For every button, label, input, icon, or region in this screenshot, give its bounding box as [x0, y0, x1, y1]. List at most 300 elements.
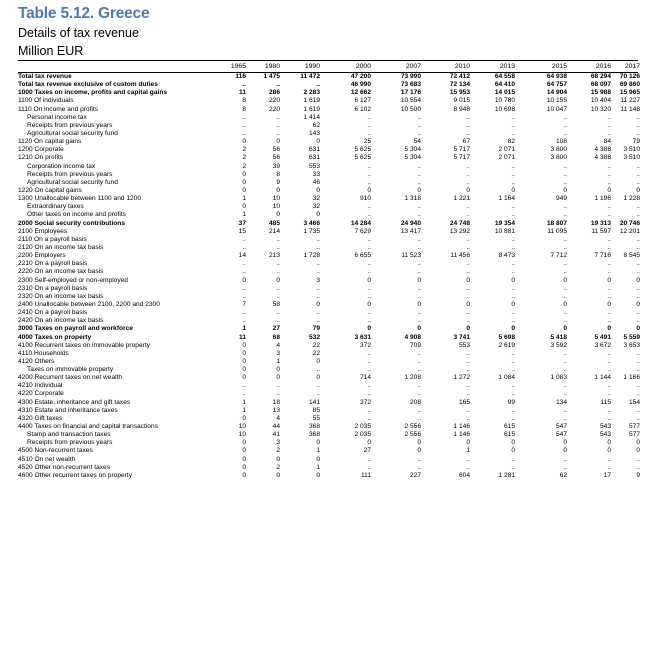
table-cell: ..	[367, 309, 371, 317]
table-cell: 0	[242, 203, 246, 211]
table-cell: ..	[242, 113, 246, 121]
table-cell: 577	[628, 431, 640, 439]
row-label: 4400 Taxes on financial and capital transactions	[18, 423, 158, 431]
table-cell: 68	[272, 333, 280, 341]
table-cell: ..	[466, 317, 470, 325]
table-cell: 3	[276, 439, 280, 447]
row-label: 4510 On net wealth	[18, 455, 76, 463]
table-cell: ..	[276, 81, 280, 89]
row-label: 1300 Unallocable between 1100 and 1200	[18, 195, 142, 203]
table-cell: ..	[417, 463, 421, 471]
table-cell: 2	[242, 146, 246, 154]
table-cell: 0	[511, 439, 515, 447]
table-cell: ..	[636, 178, 640, 186]
table-cell: 116	[235, 73, 246, 80]
table-cell: 13 292	[449, 227, 470, 235]
table-cell: ..	[316, 309, 320, 317]
table-cell: 0	[316, 300, 320, 308]
table-cell: 0	[511, 447, 515, 455]
table-cell: ..	[511, 414, 515, 422]
row-label: Receipts from previous years	[27, 121, 113, 129]
table-cell: ..	[367, 357, 371, 365]
table-cell: ..	[367, 317, 371, 325]
table-cell: 1 619	[303, 97, 320, 105]
table-cell: ..	[511, 390, 515, 398]
table-cell: 0	[417, 325, 421, 333]
table-cell: 543	[599, 423, 611, 431]
table-cell: 67	[462, 138, 470, 146]
table-cell: 2	[242, 162, 246, 170]
table-cell: 1 414	[303, 113, 320, 121]
table-cell: ..	[563, 455, 567, 463]
table-cell: 17	[603, 471, 611, 479]
table-cell: 1 144	[594, 374, 611, 382]
table-cell: 10 698	[494, 105, 515, 113]
table-cell: ..	[242, 121, 246, 129]
table-row	[18, 106, 638, 114]
table-cell: 8 545	[623, 252, 640, 260]
table-cell: ..	[417, 121, 421, 129]
table-cell: ..	[466, 113, 470, 121]
table-cell: 1 208	[404, 374, 421, 382]
table-cell: 2	[276, 463, 280, 471]
table-cell: 4	[276, 341, 280, 349]
table-cell: ..	[417, 170, 421, 178]
table-row	[18, 358, 638, 366]
table-cell: 39	[272, 162, 280, 170]
table-cell: ..	[367, 463, 371, 471]
table-header-row	[18, 60, 638, 73]
table-cell: 4	[276, 414, 280, 422]
table-row	[18, 211, 638, 219]
table-cell: 22	[312, 349, 320, 357]
table-cell: ..	[563, 390, 567, 398]
row-label: 2210 On a payroll basis	[18, 260, 88, 268]
table-cell: ..	[276, 113, 280, 121]
table-cell: ..	[636, 129, 640, 137]
table-cell: 0	[276, 211, 280, 219]
table-cell: ..	[417, 366, 421, 374]
column-header: 2000	[355, 63, 371, 70]
table-cell: 0	[417, 447, 421, 455]
row-label: Total tax revenue exclusive of custom duties	[18, 81, 158, 89]
table-row	[18, 89, 638, 97]
table-cell: 0	[466, 325, 470, 333]
table-cell: ..	[276, 243, 280, 251]
row-label: 2220 On an income tax basis	[18, 268, 104, 276]
table-cell: ..	[636, 292, 640, 300]
table-cell: 0	[563, 186, 567, 194]
table-cell: ..	[607, 284, 611, 292]
table-cell: ..	[466, 162, 470, 170]
table-cell: 24 940	[400, 219, 421, 227]
table-cell: 553	[458, 341, 470, 349]
table-cell: ..	[466, 357, 470, 365]
table-cell: ..	[316, 81, 320, 89]
row-label: 2410 On a payroll basis	[18, 309, 88, 317]
table-cell: 0	[511, 325, 515, 333]
table-cell: 7 716	[594, 252, 611, 260]
table-cell: ..	[563, 260, 567, 268]
table-cell: 13	[272, 406, 280, 414]
row-label: Agricultural social security fund	[27, 178, 118, 186]
table-cell: 18 807	[546, 219, 567, 227]
table-cell: ..	[367, 382, 371, 390]
column-header: 2010	[454, 63, 470, 70]
row-label: 4300 Estate, inheritance and gift taxes	[18, 398, 131, 406]
table-cell: 58	[272, 300, 280, 308]
table-cell: ..	[316, 292, 320, 300]
table-cell: 73 683	[400, 81, 421, 89]
table-cell: 165	[458, 398, 470, 406]
table-cell: ..	[276, 129, 280, 137]
table-cell: ..	[316, 382, 320, 390]
table-row	[18, 439, 638, 447]
table-cell: ..	[607, 129, 611, 137]
table-cell: 532	[308, 333, 320, 341]
table-cell: ..	[636, 268, 640, 276]
table-cell: 5 304	[404, 146, 421, 154]
table-cell: 62	[312, 121, 320, 129]
table-row	[18, 317, 638, 325]
table-cell: ..	[276, 260, 280, 268]
table-cell: 372	[359, 398, 371, 406]
table-cell: ..	[466, 170, 470, 178]
table-cell: ..	[563, 349, 567, 357]
table-cell: ..	[276, 268, 280, 276]
table-cell: ..	[242, 390, 246, 398]
table-cell: 372	[359, 341, 371, 349]
table-cell: 64 410	[494, 81, 515, 89]
table-cell: 0	[466, 300, 470, 308]
table-cell: 5 304	[404, 154, 421, 162]
table-cell: 0	[466, 186, 470, 194]
table-cell: 0	[367, 325, 371, 333]
table-cell: 7	[242, 300, 246, 308]
table-cell: 82	[507, 138, 515, 146]
table-cell: 0	[636, 447, 640, 455]
row-label: 2200 Employers	[18, 252, 66, 260]
row-label: 1210 On profits	[18, 154, 64, 162]
table-cell: 0	[242, 276, 246, 284]
table-cell: 0	[607, 186, 611, 194]
row-label: 2120 On an income tax basis	[18, 243, 104, 251]
table-cell: 154	[628, 398, 640, 406]
table-cell: ..	[607, 317, 611, 325]
table-cell: ..	[466, 121, 470, 129]
row-label: 4600 Other recurrent taxes on property	[18, 471, 132, 479]
row-label: 2300 Self-employed or non-employed	[18, 276, 128, 284]
table-cell: ..	[466, 309, 470, 317]
table-row	[18, 244, 638, 252]
table-cell: 8	[242, 105, 246, 113]
table-cell: ..	[607, 162, 611, 170]
table-cell: 0	[607, 439, 611, 447]
row-label: Corporation income tax	[27, 162, 96, 170]
row-label: 2000 Social security contributions	[18, 219, 126, 227]
table-cell: 84	[603, 138, 611, 146]
row-label: 1220 On capital gains	[18, 186, 82, 194]
table-cell: ..	[636, 284, 640, 292]
table-row	[18, 366, 638, 374]
row-label: 4220 Corporate	[18, 390, 64, 398]
table-cell: 0	[636, 439, 640, 447]
table-cell: ..	[511, 284, 515, 292]
table-cell: 0	[242, 455, 246, 463]
table-cell: ..	[636, 366, 640, 374]
table-cell: ..	[276, 309, 280, 317]
table-cell: 3 510	[623, 154, 640, 162]
table-cell: 910	[359, 195, 371, 203]
row-label: Receipts from previous years	[27, 439, 113, 447]
table-cell: ..	[511, 235, 515, 243]
table-cell: 8	[276, 170, 280, 178]
table-cell: ..	[511, 129, 515, 137]
table-cell: 10	[272, 203, 280, 211]
table-cell: ..	[417, 129, 421, 137]
table-cell: 0	[316, 211, 320, 219]
table-row	[18, 382, 638, 390]
table-cell: 1	[242, 211, 246, 219]
table-row	[18, 334, 638, 342]
table-cell: 10 404	[590, 97, 611, 105]
table-cell: ..	[417, 349, 421, 357]
table-cell: 1 221	[453, 195, 470, 203]
table-row	[18, 154, 638, 162]
table-cell: 286	[268, 89, 280, 97]
table-cell: ..	[417, 268, 421, 276]
table-cell: ..	[511, 309, 515, 317]
table-cell: 1	[466, 447, 470, 455]
table-cell: ..	[417, 178, 421, 186]
table-cell: 1 083	[550, 374, 567, 382]
table-cell: 0	[417, 300, 421, 308]
table-cell: 5 491	[594, 333, 611, 341]
table-cell: 2 556	[404, 431, 421, 439]
table-cell: ..	[466, 129, 470, 137]
table-cell: ..	[242, 382, 246, 390]
table-cell: ..	[607, 366, 611, 374]
table-cell: ..	[636, 170, 640, 178]
table-cell: ..	[511, 382, 515, 390]
table-cell: ..	[316, 317, 320, 325]
table-cell: 214	[268, 227, 280, 235]
table-cell: 1	[316, 447, 320, 455]
table-cell: 3	[316, 276, 320, 284]
table-cell: 0	[636, 186, 640, 194]
table-cell: ..	[563, 178, 567, 186]
table-cell: ..	[367, 390, 371, 398]
table-cell: 220	[268, 105, 280, 113]
table-cell: ..	[367, 170, 371, 178]
table-cell: ..	[563, 317, 567, 325]
table-unit: Million EUR	[18, 44, 84, 58]
table-cell: 1	[242, 325, 246, 333]
table-cell: ..	[242, 260, 246, 268]
table-cell: 3 741	[453, 333, 470, 341]
table-cell: ..	[417, 260, 421, 268]
table-cell: 0	[367, 439, 371, 447]
table-cell: ..	[276, 317, 280, 325]
table-cell: 7 712	[550, 252, 567, 260]
table-cell: ..	[563, 268, 567, 276]
table-cell: ..	[607, 268, 611, 276]
table-cell: 0	[316, 439, 320, 447]
table-cell: ..	[636, 317, 640, 325]
table-cell: 20 746	[619, 219, 640, 227]
table-cell: 79	[312, 325, 320, 333]
table-cell: 0	[276, 471, 280, 479]
table-cell: ..	[466, 235, 470, 243]
tax-revenue-table	[18, 60, 638, 480]
table-cell: 0	[242, 178, 246, 186]
table-cell: 5 559	[623, 333, 640, 341]
table-cell: 10 554	[400, 97, 421, 105]
table-cell: ..	[563, 309, 567, 317]
table-cell: 2	[276, 447, 280, 455]
table-cell: ..	[316, 260, 320, 268]
table-cell: 1 728	[303, 252, 320, 260]
table-cell: ..	[636, 382, 640, 390]
table-cell: 3 653	[623, 341, 640, 349]
table-cell: 15 953	[449, 89, 470, 97]
table-cell: 46	[312, 178, 320, 186]
table-cell: ..	[466, 292, 470, 300]
table-cell: ..	[563, 366, 567, 374]
table-cell: ..	[563, 129, 567, 137]
table-cell: 0	[242, 170, 246, 178]
table-row	[18, 268, 638, 276]
table-cell: ..	[466, 366, 470, 374]
table-cell: 79	[632, 138, 640, 146]
table-cell: ..	[367, 243, 371, 251]
table-cell: ..	[636, 260, 640, 268]
table-cell: ..	[417, 309, 421, 317]
table-cell: 6 655	[354, 252, 371, 260]
table-cell: 10 320	[590, 105, 611, 113]
table-row	[18, 325, 638, 333]
row-label: 2320 On an income tax basis	[18, 292, 104, 300]
table-cell: ..	[511, 211, 515, 219]
table-cell: ..	[367, 284, 371, 292]
table-cell: 1 166	[623, 374, 640, 382]
table-cell: ..	[316, 243, 320, 251]
table-cell: 1	[242, 195, 246, 203]
table-cell: ..	[607, 357, 611, 365]
table-cell: 32	[312, 195, 320, 203]
table-cell: ..	[417, 211, 421, 219]
table-cell: ..	[563, 406, 567, 414]
table-subtitle: Details of tax revenue	[18, 26, 139, 40]
table-row	[18, 122, 638, 130]
row-label: Total tax revenue	[18, 73, 72, 80]
table-cell: ..	[563, 162, 567, 170]
table-cell: 85	[312, 406, 320, 414]
table-cell: ..	[563, 113, 567, 121]
table-cell: ..	[417, 357, 421, 365]
row-label: 1200 Corporate	[18, 146, 64, 154]
table-cell: ..	[563, 121, 567, 129]
table-cell: ..	[636, 309, 640, 317]
table-cell: ..	[466, 455, 470, 463]
table-cell: ..	[417, 113, 421, 121]
table-cell: 1 146	[453, 423, 470, 431]
table-cell: 220	[268, 97, 280, 105]
row-label: 1120 On capital gains	[18, 138, 82, 146]
table-cell: 1 084	[498, 374, 515, 382]
table-cell: 553	[308, 162, 320, 170]
table-cell: ..	[316, 284, 320, 292]
table-cell: 0	[316, 138, 320, 146]
table-cell: ..	[607, 243, 611, 251]
table-cell: 10 047	[546, 105, 567, 113]
table-cell: 0	[316, 357, 320, 365]
table-cell: ..	[636, 203, 640, 211]
table-cell: 1	[276, 357, 280, 365]
table-cell: 0	[607, 300, 611, 308]
row-label: 2110 On a payroll basis	[18, 235, 87, 243]
table-cell: 0	[276, 455, 280, 463]
column-header: 2017	[624, 63, 640, 70]
table-cell: ..	[417, 243, 421, 251]
table-cell: 0	[417, 186, 421, 194]
table-cell: ..	[242, 309, 246, 317]
table-cell: ..	[367, 113, 371, 121]
table-cell: ..	[242, 292, 246, 300]
row-label: 4120 Others	[18, 357, 55, 365]
table-cell: 11 148	[620, 105, 640, 113]
table-cell: ..	[242, 235, 246, 243]
column-header: 1965	[230, 63, 246, 70]
table-cell: 2 619	[498, 341, 515, 349]
table-cell: 11 456	[450, 252, 470, 260]
table-cell: 3 510	[623, 146, 640, 154]
table-row	[18, 309, 638, 317]
table-cell: 0	[563, 447, 567, 455]
table-cell: ..	[316, 268, 320, 276]
table-cell: 0	[563, 439, 567, 447]
table-cell: 11 523	[401, 252, 421, 260]
table-cell: 0	[636, 276, 640, 284]
table-cell: ..	[276, 235, 280, 243]
table-cell: 1 164	[498, 195, 515, 203]
table-cell: 3 592	[550, 341, 567, 349]
table-cell: 714	[359, 374, 371, 382]
table-cell: 10	[238, 431, 246, 439]
table-cell: 134	[555, 398, 567, 406]
table-cell: 15	[238, 227, 246, 235]
row-label: 2420 On an income tax basis	[18, 317, 104, 325]
table-cell: 615	[503, 423, 515, 431]
table-cell: 0	[242, 374, 246, 382]
table-row	[18, 374, 638, 382]
table-cell: 115	[600, 398, 611, 406]
table-cell: ..	[367, 211, 371, 219]
table-row	[18, 203, 638, 211]
table-cell: 41	[272, 431, 280, 439]
table-cell: ..	[242, 129, 246, 137]
row-label: 1100 Of individuals	[18, 97, 74, 105]
table-cell: 1 475	[263, 73, 280, 80]
table-cell: ..	[316, 390, 320, 398]
table-cell: ..	[417, 284, 421, 292]
table-cell: ..	[367, 349, 371, 357]
table-cell: 2 283	[303, 89, 320, 97]
row-label: 4310 Estate and inheritance taxes	[18, 406, 118, 414]
table-cell: ..	[636, 113, 640, 121]
table-row	[18, 73, 638, 81]
table-cell: ..	[636, 414, 640, 422]
